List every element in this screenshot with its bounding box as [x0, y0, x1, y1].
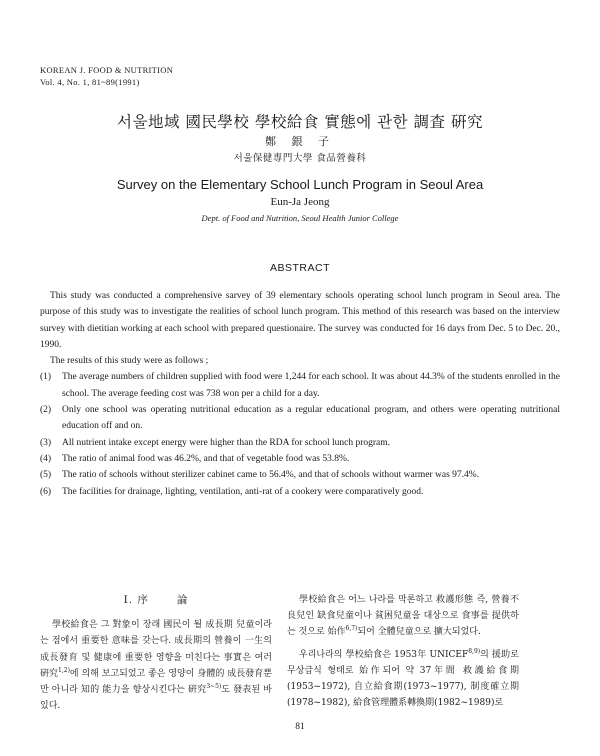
- result-number: (1): [40, 372, 52, 383]
- korean-affiliation: 서울保健專門大學 食品營養科: [233, 153, 367, 164]
- result-item: [40, 451, 560, 467]
- section-title: 論: [176, 594, 189, 606]
- english-affiliation: Dept. of Food and Nutrition, Seoul Health Junior College: [201, 213, 399, 223]
- result-item: [40, 369, 560, 402]
- journal-citation: [40, 64, 173, 88]
- korean-author: 鄭 銀 子: [265, 135, 335, 148]
- korean-title: 서울地域 國民學校 學校給食 實態에 관한 調査 硏究: [117, 113, 483, 131]
- result-item: [40, 402, 560, 435]
- intro-paragraph-3: [287, 647, 519, 712]
- english-title: Survey on the Elementary School Lunch Program in Seoul Area: [116, 177, 484, 192]
- abstract-paragraph: This study was conducted a comprehensive sarvey of 39 elementary schools operating school lunch program in Seoul area. The purpose of this study was to investigate the realities of school lunch program. This method of this research was based on the interview survey with dietitian working at each school with prepared questionaire. The survey was conducted for 16 days from Dec. 5 to Dec. 20., 1990.: [40, 291, 560, 350]
- result-text: All nutrient intake except energy were higher than the RDA for school lunch program.: [62, 437, 391, 448]
- citation-ref: 3~5): [206, 683, 222, 691]
- section-heading-introduction: [40, 592, 272, 608]
- body-right-column: [287, 592, 519, 711]
- result-item: [40, 484, 560, 500]
- result-item: [40, 435, 560, 451]
- page-number: 81: [295, 722, 305, 732]
- intro-paragraph-1: [40, 617, 272, 714]
- abstract-heading: ABSTRACT: [269, 262, 330, 274]
- result-number: (6): [40, 486, 52, 497]
- result-text: The facilities for drainage, lighting, ventilation, anti-rat of a cookery were comparatively good.: [62, 486, 424, 497]
- text-run: 에 의해 보고되었고 좋은 영양이 身體的 成長發育뿐만 아니라 知的 能力을 향상시킨다는 硏究: [40, 668, 272, 696]
- result-text: The ratio of schools without sterilizer cabinet came to 56.4%, and that of schools without warmer was 97.4%.: [62, 470, 480, 481]
- journal-name: KOREAN J. FOOD & NUTRITION: [40, 65, 174, 75]
- text-run: 우리나라의 學校給食은 1953年 UNICEF: [299, 649, 469, 660]
- body-left-column: [40, 592, 272, 714]
- abstract-results-list: [40, 369, 560, 499]
- citation-ref: 8,9): [468, 647, 481, 655]
- text-run: 되어 全體兒童으로 擴大되었다.: [357, 627, 481, 638]
- text-run: 의 援助로 무상급식 형태로 始作되어 약 37年間 救護給食期(1953~1972), 自立給食期(1973~1977), 制度確立期(1978~1982), 給食管理體系轉換期(1982~1989)로: [287, 649, 519, 709]
- result-text: The average numbers of children supplied with food were 1,244 for each school. It was about 44.3% of the students enrolled in the school. The average feeding cost was 738 won per a child for a day.: [62, 372, 560, 399]
- citation-ref: 1,2): [58, 666, 70, 674]
- english-author: Eun-Ja Jeong: [270, 196, 330, 208]
- citation-ref: 6,7): [345, 625, 358, 633]
- result-number: (5): [40, 470, 52, 481]
- abstract-body: [40, 288, 560, 500]
- result-text: The ratio of animal food was 46.2%, and that of vegetable food was 53.8%.: [62, 453, 350, 464]
- result-item: [40, 467, 560, 483]
- journal-volume: Vol. 4, No. 1, 81~89(1991): [40, 77, 140, 87]
- intro-paragraph-2: [287, 592, 519, 641]
- result-number: (2): [40, 405, 52, 416]
- result-number: (3): [40, 437, 52, 448]
- result-text: Only one school was operating nutritional education as a regular educational program, and others were operating nutritional education off and on.: [62, 405, 560, 432]
- text-run: 學校給食은 어느 나라를 막론하고 救護形態 즉, 營養不良兒인 缺食兒童이나 貧困兒童을 대상으로 食事를 提供하는 것으로 始作: [287, 595, 519, 638]
- text-run: 도 發表된 바 있다.: [40, 685, 272, 712]
- result-number: (4): [40, 453, 52, 464]
- section-number: I. 序: [123, 594, 149, 606]
- text-run: 學校給食은 그 對象이 장래 國民이 될 成長期 兒童이라는 점에서 重要한 意味를 갖는다. 成長期의 營養이 一生의 成長發育 및 健康에 重要한 영향을 미친다는 事實은 여러 硏究: [40, 620, 272, 679]
- abstract-results-lead: The results of this study were as follows ;: [50, 356, 209, 367]
